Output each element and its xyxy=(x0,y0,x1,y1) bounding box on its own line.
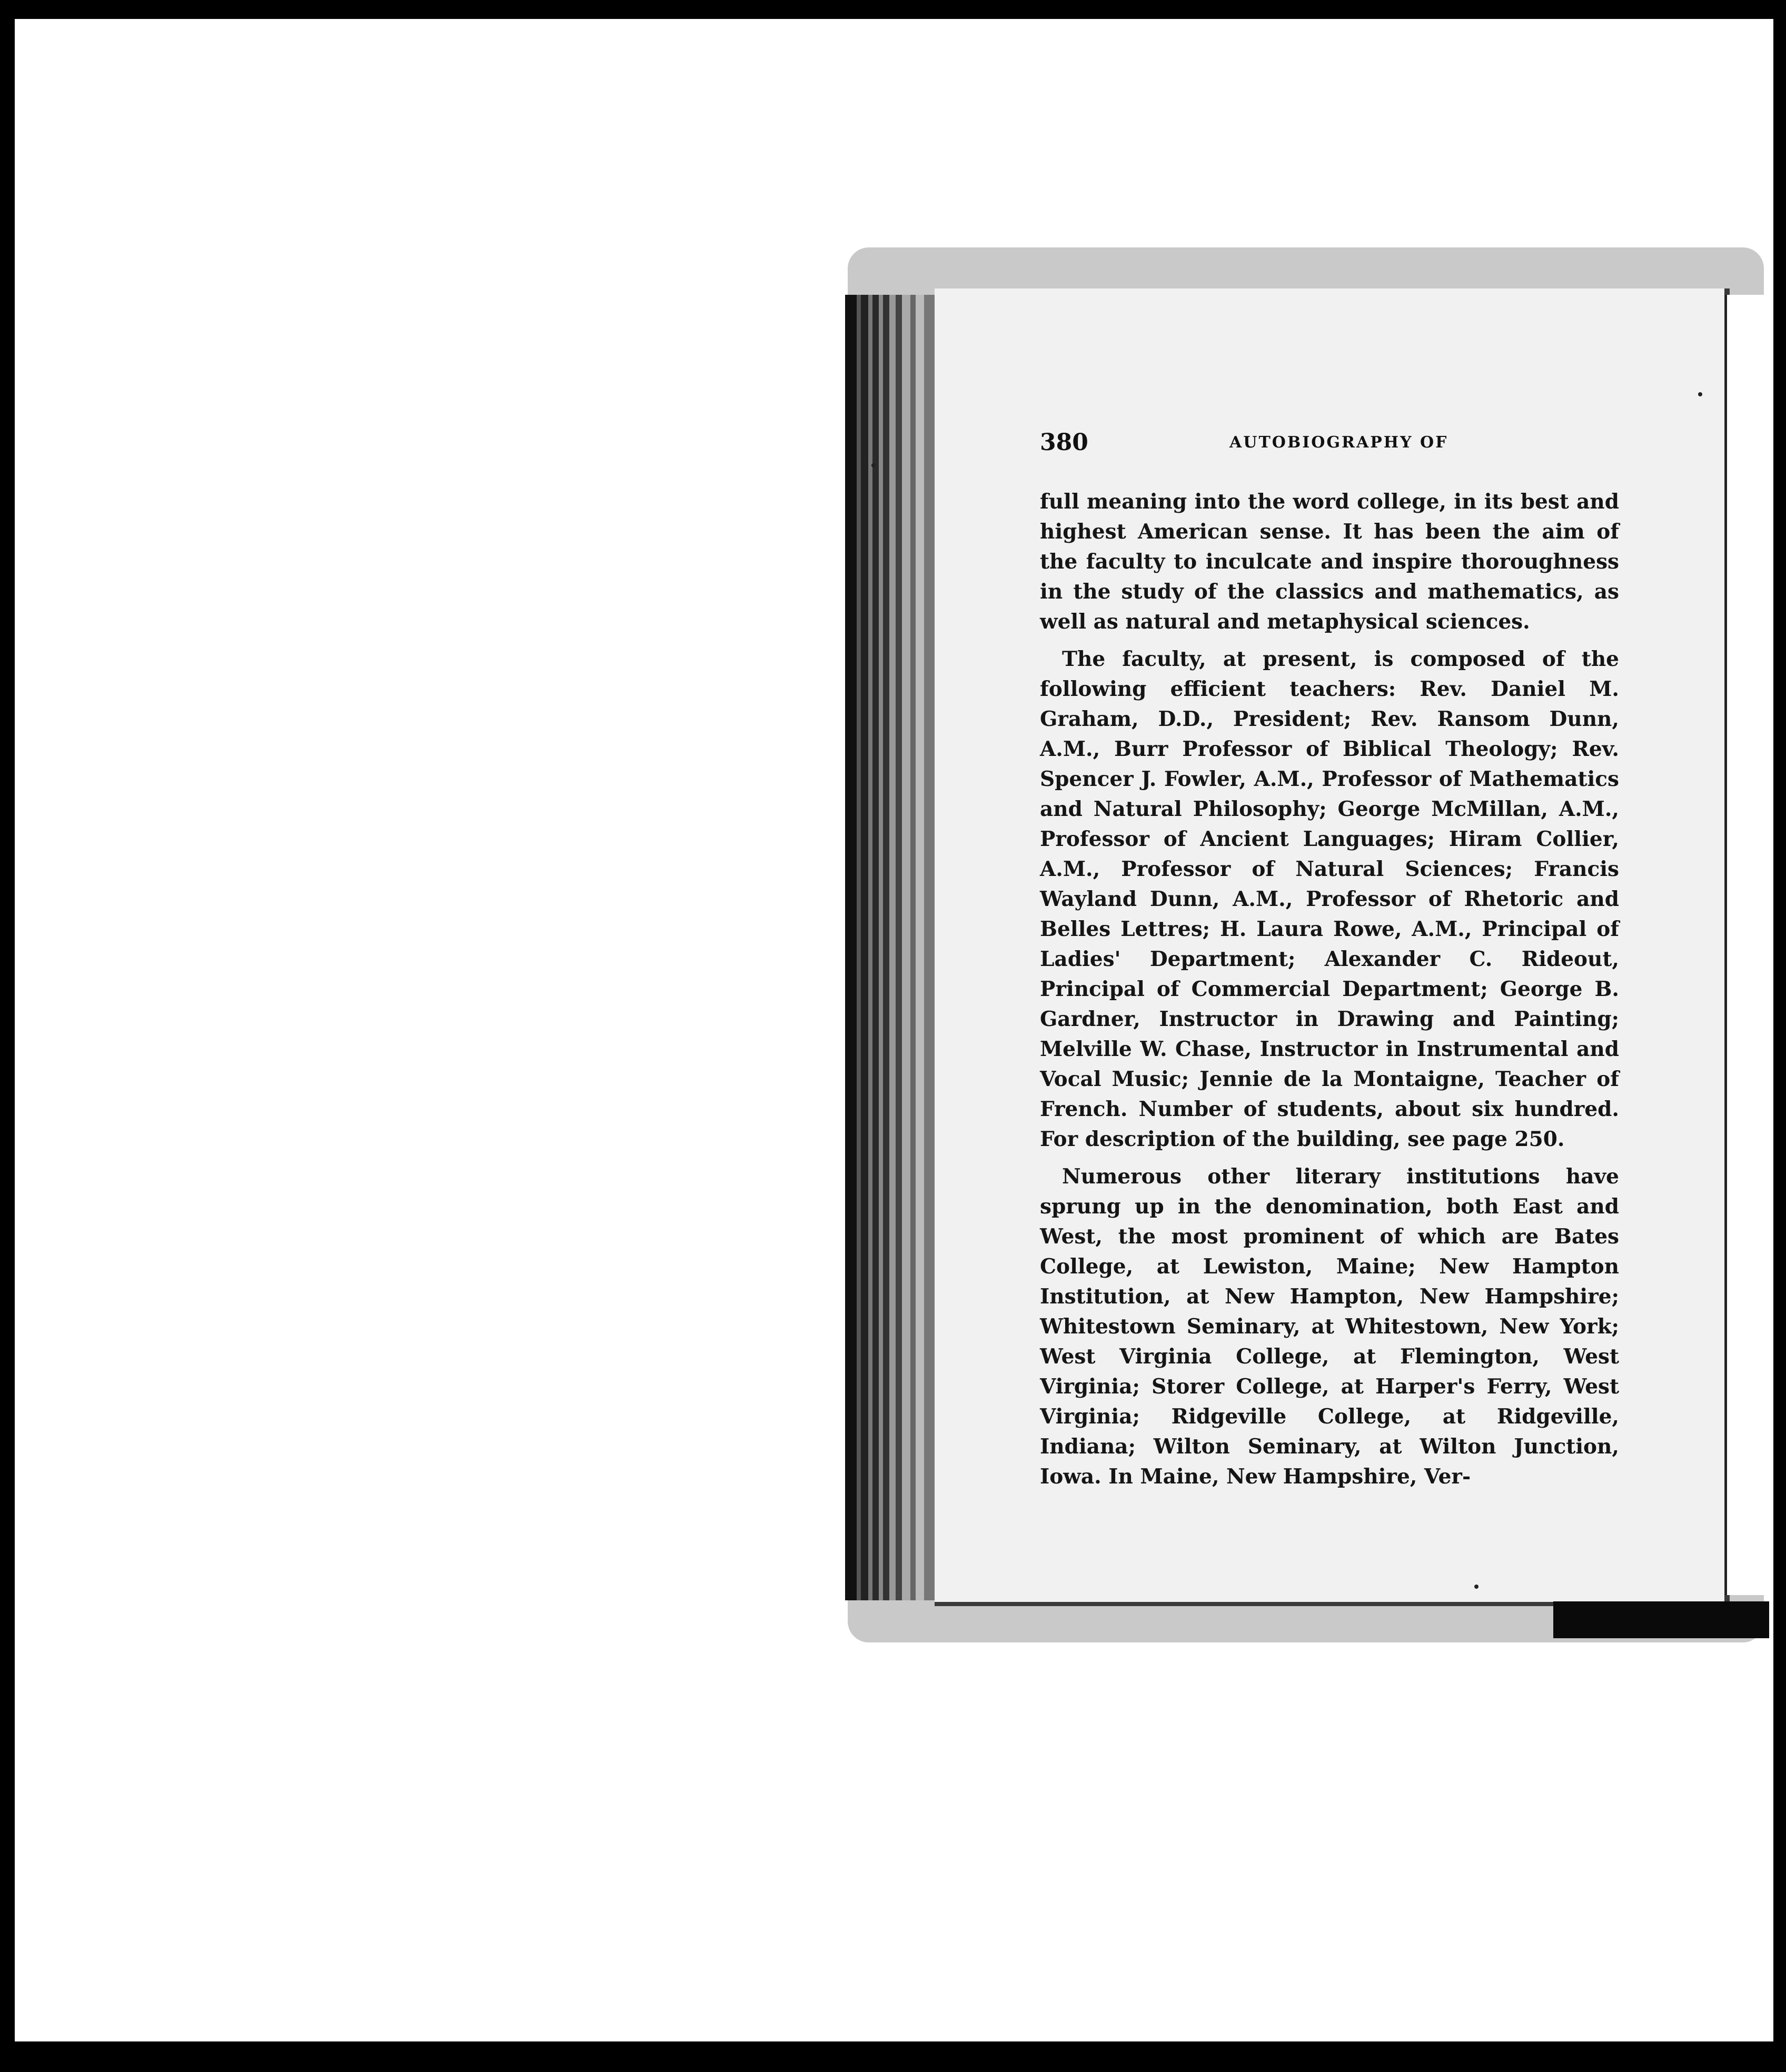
film-border-top xyxy=(0,0,1786,19)
page-number: 380 xyxy=(1040,429,1088,456)
paragraph: full meaning into the word college, in its best and highest American sense. It has been the aim of the faculty to inculcate and inspire thoroughness in the study of the classics and mathematics, as well as natural and metaphysical sciences. xyxy=(1040,490,1619,634)
scan-corner-shadow xyxy=(1553,1601,1769,1638)
facing-page-edge xyxy=(1725,295,1764,1595)
dust-speck xyxy=(1474,1585,1479,1589)
film-border-right xyxy=(1773,0,1786,2072)
film-border-left xyxy=(0,0,15,2072)
paragraph: The faculty, at present, is composed of the following efficient teachers: Rev. Daniel M. Graham, D.D., President; Rev. Ransom Dunn, A.M., Burr Professor of Biblical Theology; Rev. Spencer J. Fowler, A.M., Professor of Mathematics and Natural Philosophy; George McMillan, A.M., Professor of Ancient Languages; Hiram Collier, A.M., Professor of Natural Sciences; Francis Wayland Dunn, A.M., Professor of Rhetoric and Belles Lettres; H. Laura Rowe, A.M., Principal of Ladies' Department; Alexander C. Rideout, Principal of Commercial Department; George B. Gardner, Instructor in Drawing and Painting; Melville W. Chase, Instructor in Instrumental and Vocal Music; Jennie de la Montaigne, Teacher of French. Number of students, about six hundred. For description of the building, see page 250. xyxy=(1040,647,1619,1151)
running-head xyxy=(1040,429,1619,461)
dust-speck xyxy=(871,463,876,467)
dust-speck xyxy=(1698,392,1702,396)
book-page-edges xyxy=(845,295,935,1600)
film-border-bottom xyxy=(0,2041,1786,2072)
running-title: AUTOBIOGRAPHY OF xyxy=(1229,433,1448,452)
paragraph: Numerous other literary institutions have sprung up in the denomination, both East and West, the most prominent of which are Bates College, at Lewiston, Maine; New Hampton Institution, at New Hampton, New Hampshire; Whitestown Seminary, at Whitestown, New York; West Virginia College, at Flemington, West Virginia; Storer College, at Harper's Ferry, West Virginia; Ridgeville College, at Ridgeville, Indiana; Wilton Seminary, at Wilton Junction, Iowa. In Maine, New Hampshire, Ver- xyxy=(1040,1164,1619,1489)
body-text xyxy=(1040,487,1619,1492)
